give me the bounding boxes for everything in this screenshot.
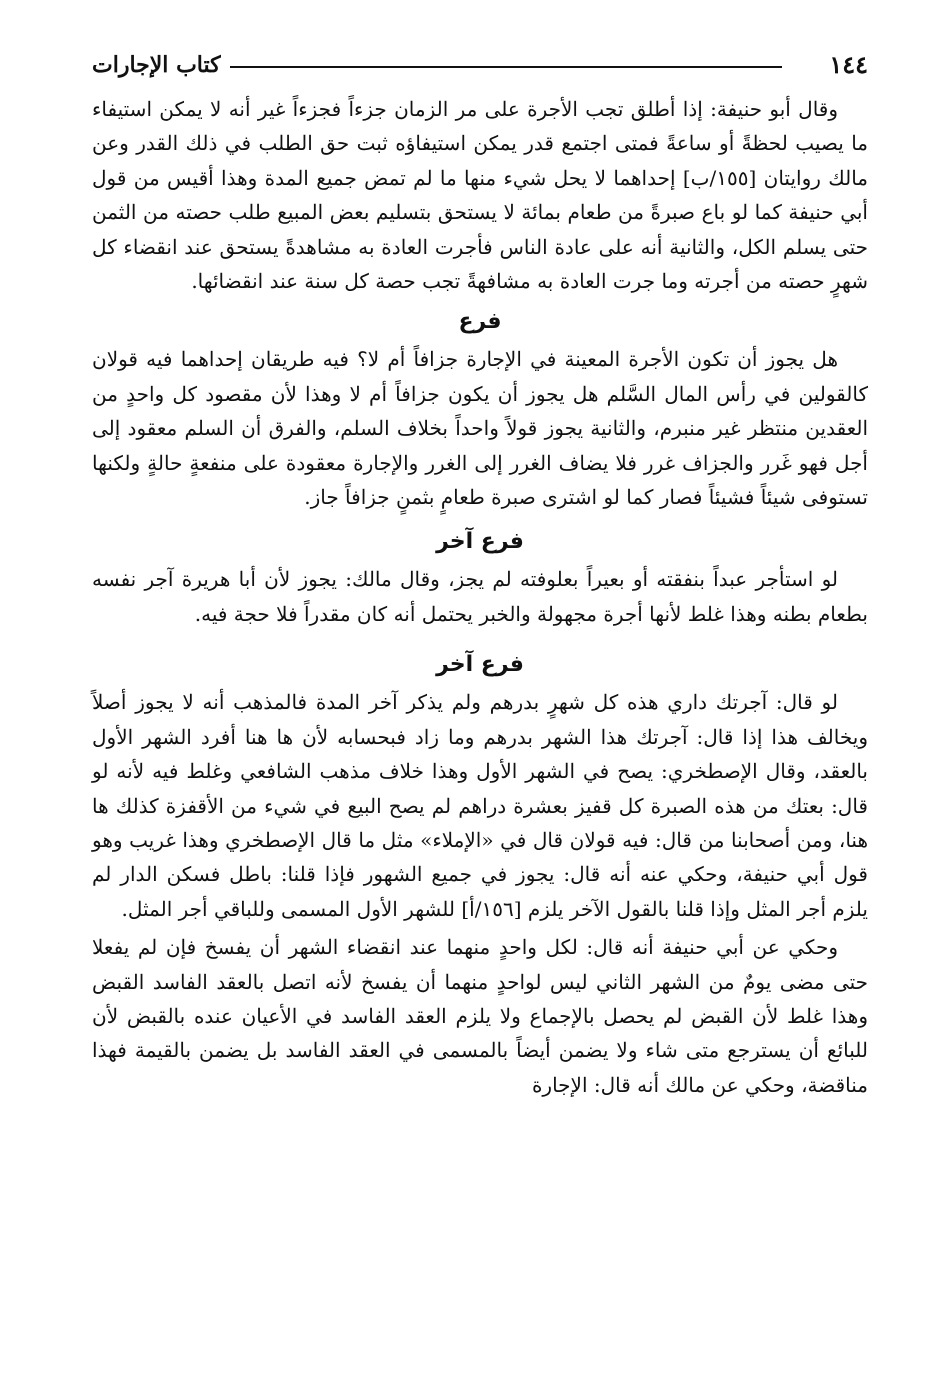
page-number: ١٤٤ xyxy=(829,50,868,79)
paragraph-abu-hanifa-cancel: وحكي عن أبي حنيفة أنه قال: لكل واحدٍ منهما عند انقضاء الشهر أن يفسخ فإن لم يفعلا حتى مضى يومٌ من الشهر الثاني ليس لواحدٍ منهما أن يفسخ لأنه اتصل بالعقد الفاسد القبض وهذا غلط لأن القبض لم يحصل بالإجماع ولا يلزم العقد الفاسد في الأعيان عنده بالقبض لأن للبائع أن يسترجع متى شاء ولا يضمن أيضاً بالمسمى في العقد الفاسد بل يضمن بالقيمة فهذا مناقضة، وحكي عن مالك أنه قال: الإجارة xyxy=(92,935,868,1097)
section-heading-far: فرع xyxy=(458,309,502,335)
paragraph-hire-for-food: لو استأجر عبداً بنفقته أو بعيراً بعلوفته لم يجز، وقال مالك: يجوز لأن أبا هريرة آجر نفسه بطعام بطنه وهذا غلط لأنها أجرة مجهولة والخبر يحتمل أنه كان مقدراً فلا حجة فيه. xyxy=(92,567,868,626)
page-header xyxy=(92,44,868,84)
paragraph-jizaf-rent: هل يجوز أن تكون الأجرة المعينة في الإجارة جزافاً أم لا؟ فيه طريقان إحداهما فيه قولان كالقولين في رأس المال السَّلم هل يجوز أن يكون جزافاً أم لا وهذا لأن مقصود كل واحدٍ من العقدين منتظر غير منبرم، والثانية يجوز قولاً واحداً بخلاف السلم، والفرق أن السلم معقود إلى أجل فهو غَرر والجزاف غرر فلا يضاف الغرر إلى الغرر والإجارة معقودة على منفعةٍ حالةٍ ولكنها تستوفى شيئاً فشيئاً فصار كما لو اشترى صبرة طعامٍ بثمنٍ جزافاً جاز. xyxy=(92,347,868,510)
paragraph-monthly-lease: لو قال: آجرتك داري هذه كل شهرٍ بدرهم ولم يذكر آخر المدة فالمذهب أنه لا يجوز أصلاً ويخالف هذا إذا قال: آجرتك هذا الشهر بدرهم وما زاد فبحسابه لأن ها هنا أفرد الشهر الأول بالعقد، وقال الإصطخري: يصح في الشهر الأول وهذا خلاف مذهب الشافعي وغلط فيه لأنه لو قال: بعتك من هذه الصبرة كل قفيز بعشرة دراهم لم يصح البيع في شيء من الأقفزة كذلك ها هنا، ومن أصحابنا من قال: فيه قولان قال في «الإملاء» مثل ما قال الإصطخري وهذا غريب وهو قول أبي حنيفة، وحكي عنه أنه قال: يجوز في جميع الشهور فإذا قلنا: باطل فسكن الدار لم يلزم أجر المثل وإذا قلنا بالقول الآخر يلزم [١٥٦/أ] للشهر الأول المسمى وللباقي أجر المثل. xyxy=(92,690,868,921)
running-title: كتاب الإجارات xyxy=(92,52,221,78)
book-page xyxy=(92,44,868,1102)
section-heading-far-akhar-1: فرع آخر xyxy=(436,529,524,555)
header-rule xyxy=(230,66,782,68)
paragraph-abu-hanifa-rent: وقال أبو حنيفة: إذا أطلق تجب الأجرة على مر الزمان جزءاً فجزءاً غير أنه لا يمكن استيفاء ما يصيب لحظةً أو ساعةً فمتى اجتمع قدر يمكن استيفاؤه ثبت حق الطلب في ذلك القدر وعن مالك روايتان [١٥٥/ب] إحداهما لا يحل شيء منها ما لم تمض جميع المدة وهذا أقيس من قول أبي حنيفة كما لو باع صبرةً من طعام بمائة لا يستحق بتسليم بعض المبيع طلب حصته من الثمن حتى يسلم الكل، والثانية أنه على عادة الناس فأجرت العادة به مشاهدةً يستحق عند انقضاء كل شهرٍ حصته من أجرته وما جرت العادة به مشافهةً تجب حصة كل سنة عند انقضائها. xyxy=(92,97,868,294)
section-heading-far-akhar-2: فرع آخر xyxy=(436,652,524,678)
